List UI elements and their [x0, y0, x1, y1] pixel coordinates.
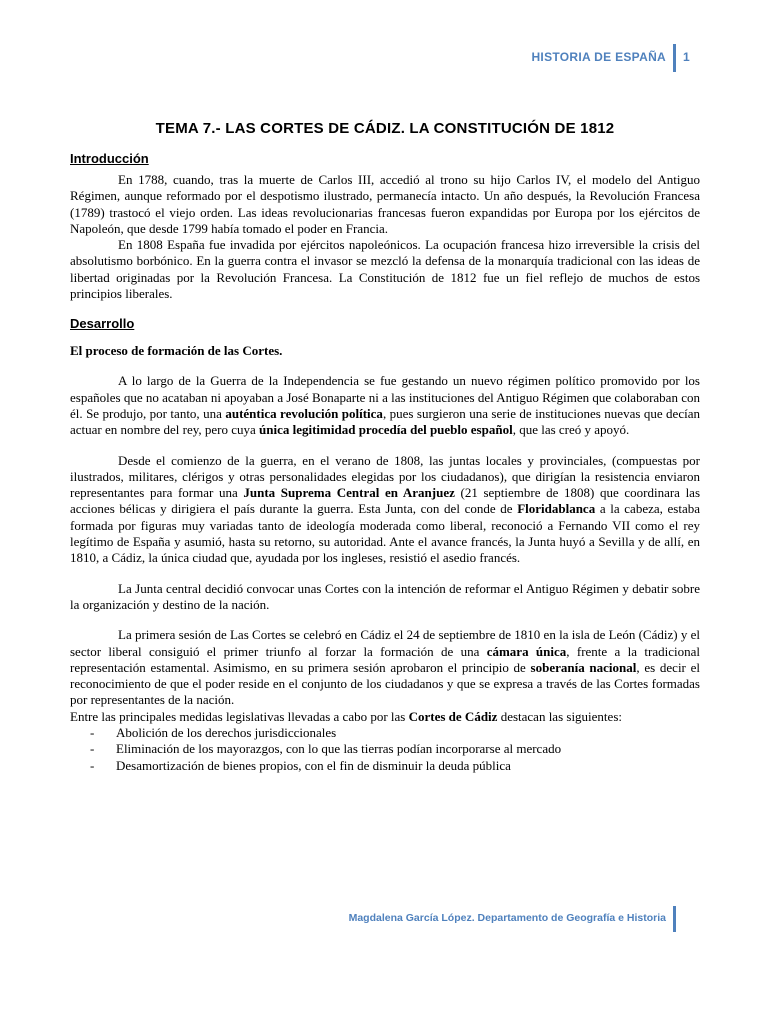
page-footer: [0, 906, 768, 932]
header-divider: [673, 44, 676, 72]
intro-paragraph-1: En 1788, cuando, tras la muerte de Carlos III, accedió al trono su hijo Carlos IV, el modelo del Antiguo Régimen, aunque reformado por el despotismo ilustrado, permanecía intacto. Un año después, la Revolución Francesa (1789) trastocó el viejo orden. Las ideas revolucionarias francesas fueron expandidas por Europa por los ejércitos de Napoleón, que desde 1799 había tomado el poder en Francia.: [70, 172, 700, 236]
section-heading-desarrollo: Desarrollo: [70, 316, 135, 332]
bold-phrase: soberanía nacional: [530, 659, 637, 675]
footer-author: Magdalena García López. Departamento de Geografía e Historia: [348, 912, 666, 924]
desarrollo-paragraph-3: La Junta central decidió convocar unas Cortes con la intención de reformar el Antiguo Régimen y debatir sobre la organización y destino de la nación.: [70, 580, 700, 612]
page-header: [0, 44, 768, 72]
document-title: TEMA 7.- LAS CORTES DE CÁDIZ. LA CONSTITUCIÓN DE 1812: [155, 120, 615, 137]
desarrollo-paragraph-4: La primera sesión de Las Cortes se celebró en Cádiz el 24 de septiembre de 1810 en la isla de León (Cádiz) y el sector liberal consiguió el primer triunfo al forzar la formación de una cámara única, frente a la tradicional representación estamental. Asimismo, en su primera sesión aprobaron el principio de soberanía nacional, es decir el reconocimiento de que el poder reside en el conjunto de los ciudadanos y que se expresa a través de las Cortes formadas por representantes de la nación.: [70, 627, 700, 708]
list-item: - Eliminación de los mayorazgos, con lo que las tierras podían incorporarse al mercado: [90, 741, 700, 757]
intro-paragraph-2: En 1808 España fue invadida por ejércitos napoleónicos. La ocupación francesa hizo irreversible la crisis del absolutismo borbónico. En la guerra contra el invasor se mezcló la defensa de la monarquía tradicional con las ideas de libertad originadas por la Revolución Francesa. La Constitución de 1812 fue un fiel reflejo de muchos de estos principios liberales.: [70, 237, 700, 302]
bold-phrase: cámara única: [486, 643, 567, 659]
bold-phrase: Junta Suprema Central en Aranjuez: [243, 485, 455, 501]
measures-list: [70, 725, 700, 774]
desarrollo-paragraph-5: Entre las principales medidas legislativas llevadas a cabo por las Cortes de Cádiz destacan las siguientes:: [70, 708, 622, 724]
footer-divider: [673, 906, 676, 932]
bold-phrase: única legitimidad procedía del pueblo español: [259, 422, 513, 438]
bold-phrase: auténtica revolución política: [225, 405, 383, 421]
header-title: HISTORIA DE ESPAÑA: [531, 50, 666, 64]
page-number: 1: [683, 50, 690, 64]
desarrollo-paragraph-1: A lo largo de la Guerra de la Independencia se fue gestando un nuevo régimen político promovido por los españoles que no acataban ni apoyaban a José Bonaparte ni a las instituciones del Antiguo Régimen que colaboraban con él. Se produjo, por tanto, una auténtica revolución política, pues surgieron una serie de instituciones nuevas que decían actuar en nombre del rey, pero cuya única legitimidad procedía del pueblo español, que las creó y apoyó.: [70, 373, 700, 438]
bold-phrase: Cortes de Cádiz: [408, 708, 498, 724]
list-item: - Desamortización de bienes propios, con el fin de disminuir la deuda pública: [90, 758, 700, 774]
bold-phrase: Floridablanca: [517, 501, 596, 517]
subsection-heading: El proceso de formación de las Cortes.: [70, 343, 283, 359]
desarrollo-paragraph-2: Desde el comienzo de la guerra, en el verano de 1808, las juntas locales y provinciales, (compuestas por ilustrados, militares, clérigos y otras personalidades elegidas por los ciudadanos), que dirigían la resistencia enviaron representantes para formar una Junta Suprema Central en Aranjuez (21 septiembre de 1808) que coordinara las acciones bélicas y dirigiera el país durante la guerra. Esta Junta, con del conde de Floridablanca a la cabeza, estaba formada por figuras muy variadas tanto de ideología moderada como liberal, reconoció a Fernando VII como el rey legítimo de España y asumió, hasta su retorno, su autoridad. Ante el avance francés, la Junta huyó a Sevilla y de allí, en 1810, a Cádiz, la única ciudad que, ayudada por los ingleses, resistió el asedio francés.: [70, 452, 701, 566]
section-heading-intro: Introducción: [70, 151, 149, 166]
list-item: - Abolición de los derechos jurisdiccionales: [90, 725, 700, 741]
document-body: [70, 120, 700, 774]
